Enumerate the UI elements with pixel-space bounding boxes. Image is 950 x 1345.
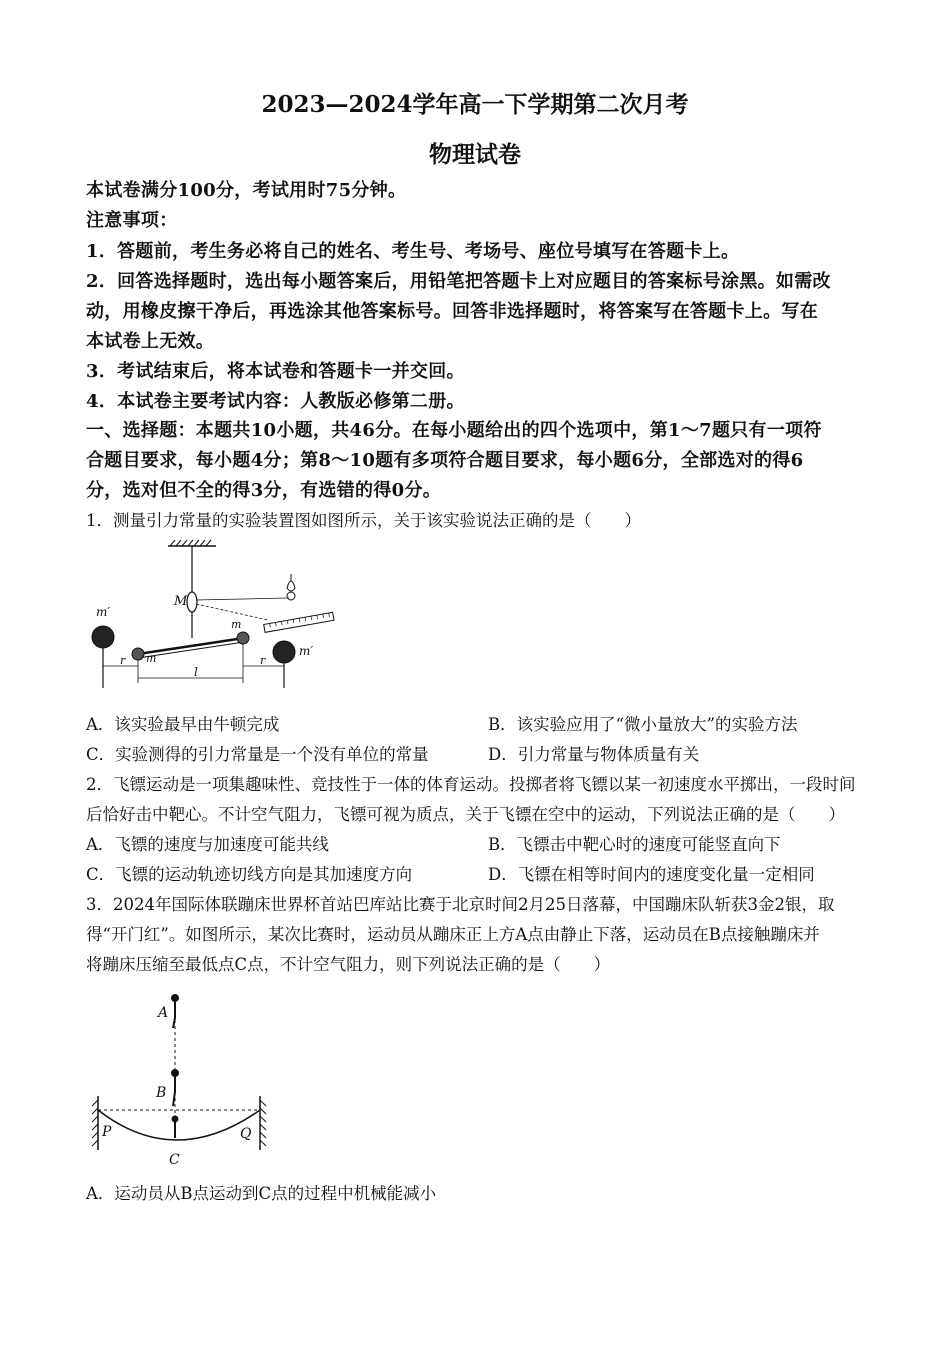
label-Q: Q xyxy=(240,1126,252,1142)
trampoline-figure xyxy=(86,988,276,1168)
q1-option-c: C．实验测得的引力常量是一个没有单位的常量 xyxy=(86,745,429,764)
q2-option-c: C．飞镖的运动轨迹切线方向是其加速度方向 xyxy=(86,865,413,884)
q3-stem-line-3: 将蹦床压缩至最低点C点，不计空气阻力，则下列说法正确的是（ ） xyxy=(86,955,611,974)
section-1-line-3: 分，选对但不全的得3分，有选错的得0分。 xyxy=(86,480,442,501)
q2-stem-line-1: 2．飞镖运动是一项集趣味性、竞技性于一体的体育运动。投掷者将飞镖以某一初速度水平掷出，一段时间 xyxy=(86,775,856,794)
q1-option-d: D．引力常量与物体质量有关 xyxy=(488,745,700,764)
q1-option-b: B．该实验应用了“微小量放大”的实验方法 xyxy=(488,715,798,734)
label-B: B xyxy=(156,1085,167,1101)
notice-item-3: 3．考试结束后，将本试卷和答题卡一并交回。 xyxy=(86,361,465,382)
q3-stem-line-1: 3．2024年国际体联蹦床世界杯首站巴库站比赛于北京时间2月25日落幕，中国蹦床队斩获3金2银，取 xyxy=(86,895,835,914)
label-r-right: r xyxy=(260,654,266,667)
label-mprime-right: m′ xyxy=(299,644,314,658)
q1-stem: 1．测量引力常量的实验装置图如图所示，关于该实验说法正确的是（ ） xyxy=(86,511,641,530)
q2-option-a: A．飞镖的速度与加速度可能共线 xyxy=(86,835,329,854)
label-mprime-left: m′ xyxy=(96,605,111,619)
label-m-left: m xyxy=(146,652,157,665)
label-C: C xyxy=(169,1152,180,1168)
torsion-balance-figure xyxy=(86,538,346,688)
q3-stem-line-2: 得“开门红”。如图所示，某次比赛时，运动员从蹦床正上方A点由静止下落，运动员在B点接触蹦床并 xyxy=(86,925,820,944)
exam-intro: 本试卷满分100分，考试用时75分钟。 xyxy=(86,180,407,201)
exam-title: 2023—2024学年高一下学期第二次月考 xyxy=(261,91,689,118)
notice-item-1: 1．答题前，考生务必将自己的姓名、考生号、考场号、座位号填写在答题卡上。 xyxy=(86,241,740,262)
q2-stem-line-2: 后恰好击中靶心。不计空气阻力，飞镖可视为质点，关于飞镖在空中的运动，下列说法正确的是（ ） xyxy=(86,805,845,824)
notice-item-2-line-1: 2．回答选择题时，选出每小题答案后，用铅笔把答题卡上对应题目的答案标号涂黑。如需改 xyxy=(86,271,831,292)
notice-item-2-line-3: 本试卷上无效。 xyxy=(86,331,215,352)
label-P: P xyxy=(102,1124,112,1140)
notice-item-2-line-2: 动，用橡皮擦干净后，再选涂其他答案标号。回答非选择题时，将答案写在答题卡上。写在 xyxy=(86,301,818,322)
label-l: l xyxy=(194,665,198,679)
label-A: A xyxy=(158,1005,169,1021)
notice-heading: 注意事项： xyxy=(86,210,178,231)
section-1-line-2: 合题目要求，每小题4分；第8～10题有多项符合题目要求，每小题6分，全部选对的得6 xyxy=(86,450,804,471)
section-1-line-1: 一、选择题：本题共10小题，共46分。在每小题给出的四个选项中，第1～7题只有一项符 xyxy=(86,420,822,441)
q3-option-a: A．运动员从B点运动到C点的过程中机械能减小 xyxy=(86,1184,437,1203)
exam-subtitle: 物理试卷 xyxy=(429,141,521,168)
q2-option-b: B．飞镖击中靶心时的速度可能竖直向下 xyxy=(488,835,781,854)
label-m-right: m xyxy=(231,618,242,631)
label-M: M xyxy=(174,594,188,609)
label-r-left: r xyxy=(120,654,126,667)
q1-option-a: A．该实验最早由牛顿完成 xyxy=(86,715,280,734)
notice-item-4: 4．本试卷主要考试内容：人教版必修第二册。 xyxy=(86,391,465,412)
q2-option-d: D．飞镖在相等时间内的速度变化量一定相同 xyxy=(488,865,815,884)
